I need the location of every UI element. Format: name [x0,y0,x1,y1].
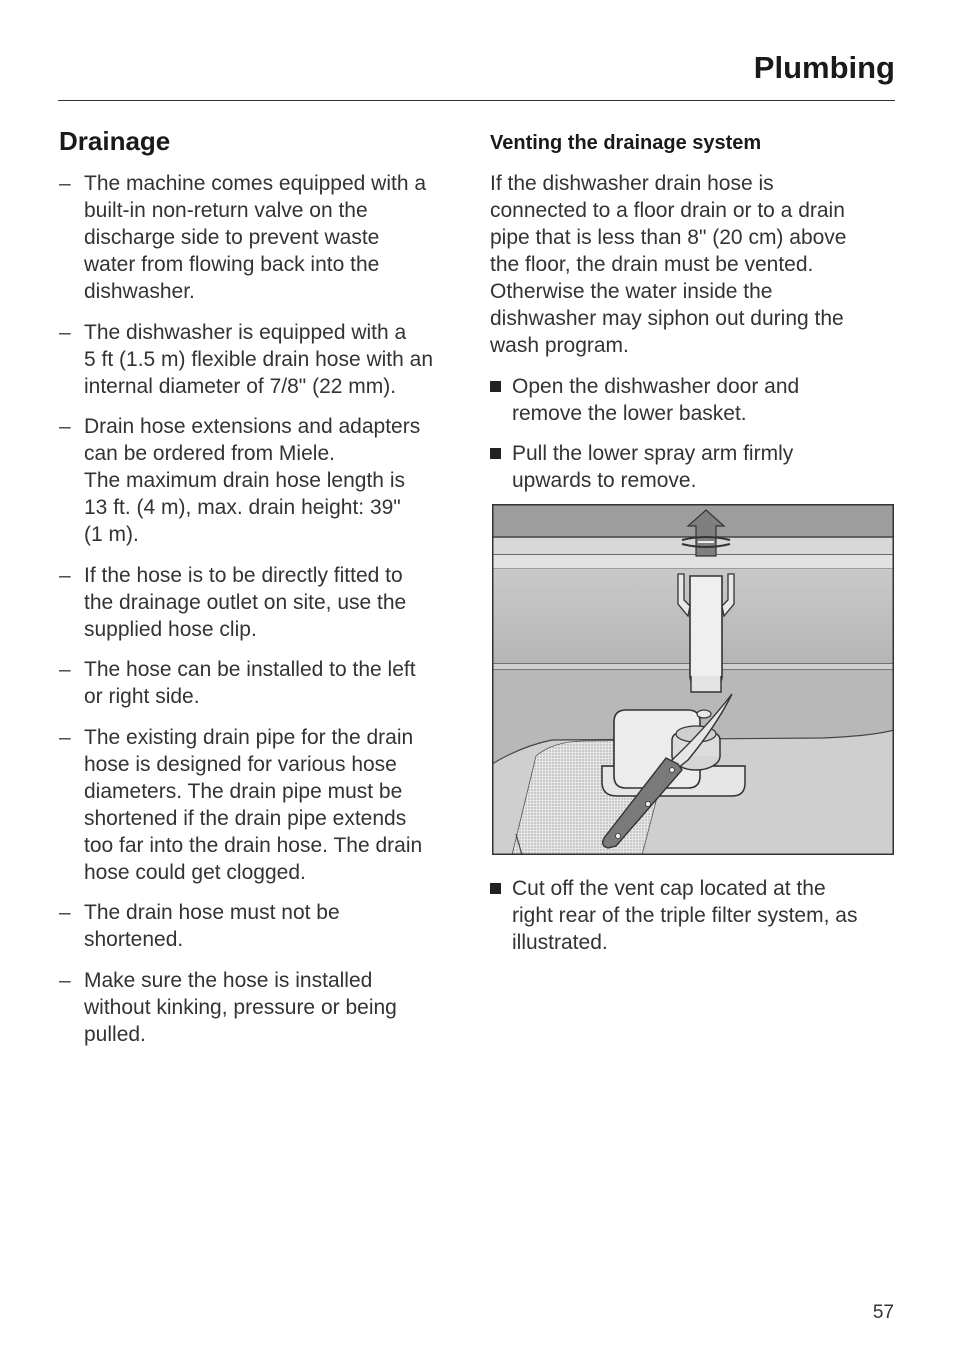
text-line: – Make sure the hose is installed [84,968,373,992]
text-line: 5 ft (1.5 m) flexible drain hose with an [84,347,434,371]
venting-step [490,875,896,956]
venting-step [490,440,896,494]
text-line: built-in non-return valve on the [84,199,368,222]
drainage-list-item [59,656,469,710]
drainage-list-item [59,319,469,400]
page-number: 57 [872,1302,894,1323]
text-line: upwards to remove. [512,468,697,492]
venting-intro [490,170,896,359]
text-line: right rear of the triple filter system, as [512,904,858,927]
text-line: the floor, the drain must be vented. [490,253,814,276]
drainage-list-item [59,899,469,953]
venting-steps-after [490,875,896,969]
text-line: Cut off the vent cap located at the [512,877,826,900]
text-line: hose is designed for various hose [84,752,397,776]
venting-step [490,373,896,427]
text-line: the drainage outlet on site, use the [84,590,407,614]
drainage-column [59,124,469,1061]
text-line: remove the lower basket. [512,401,747,425]
drainage-list-item [59,413,469,548]
text-line: The maximum drain hose length is [84,469,405,492]
page-section-title: Plumbing [753,50,895,85]
text-line: Otherwise the water inside the [490,280,773,303]
text-line: (1 m). [84,523,139,546]
header-divider [58,100,895,101]
illustration-spray-arm-vent-cap [492,504,894,855]
drainage-list-item [59,562,469,643]
text-line: without kinking, pressure or being [84,995,397,1019]
text-line: Pull the lower spray arm firmly [512,441,794,465]
text-line: internal diameter of 7/8" (22 mm). [84,374,397,398]
text-line: dishwasher. [84,280,195,303]
text-line: diameters. The drain pipe must be [84,779,403,803]
text-line: or right side. [84,685,200,708]
drainage-list-item [59,967,469,1048]
drainage-heading: Drainage [59,126,171,156]
drainage-list [59,170,469,1048]
text-line: Open the dishwasher door and [512,374,800,398]
text-line: – Drain hose extensions and adapters [84,415,421,438]
text-line: discharge side to prevent waste [84,226,380,249]
venting-heading: Venting the drainage system [490,132,762,154]
text-line: 13 ft. (4 m), max. drain height: 39" [84,496,401,519]
text-line: illustrated. [512,931,608,954]
text-line: hose could get clogged. [84,860,306,884]
text-line: pipe that is less than 8" (20 cm) above [490,226,847,249]
text-line: – The dishwasher is equipped with a [84,320,407,344]
text-line: connected to a floor drain or to a drain [490,199,845,222]
text-line: can be ordered from Miele. [84,442,335,465]
venting-steps [490,373,896,494]
drainage-list-item [59,724,469,886]
text-line: – If the hose is to be directly fitted to [84,563,403,587]
drainage-list-item [59,170,469,305]
text-line: – The hose can be installed to the left [84,658,416,681]
text-line: too far into the drain hose. The drain [84,833,423,857]
vent-cap-step [490,875,896,956]
text-line: water from flowing back into the [84,253,380,276]
text-line: shortened. [84,928,184,951]
text-line: – The drain hose must not be [84,901,340,924]
venting-column [490,130,896,507]
text-line: shortened if the drain pipe extends [84,806,407,830]
text-line: – The existing drain pipe for the drain [84,725,414,749]
text-line: If the dishwasher drain hose is [490,172,774,195]
text-line: pulled. [84,1022,146,1046]
text-line: supplied hose clip. [84,617,257,641]
text-line: – The machine comes equipped with a [84,172,427,195]
text-line: dishwasher may siphon out during the [490,307,844,330]
text-line: wash program. [490,334,629,357]
